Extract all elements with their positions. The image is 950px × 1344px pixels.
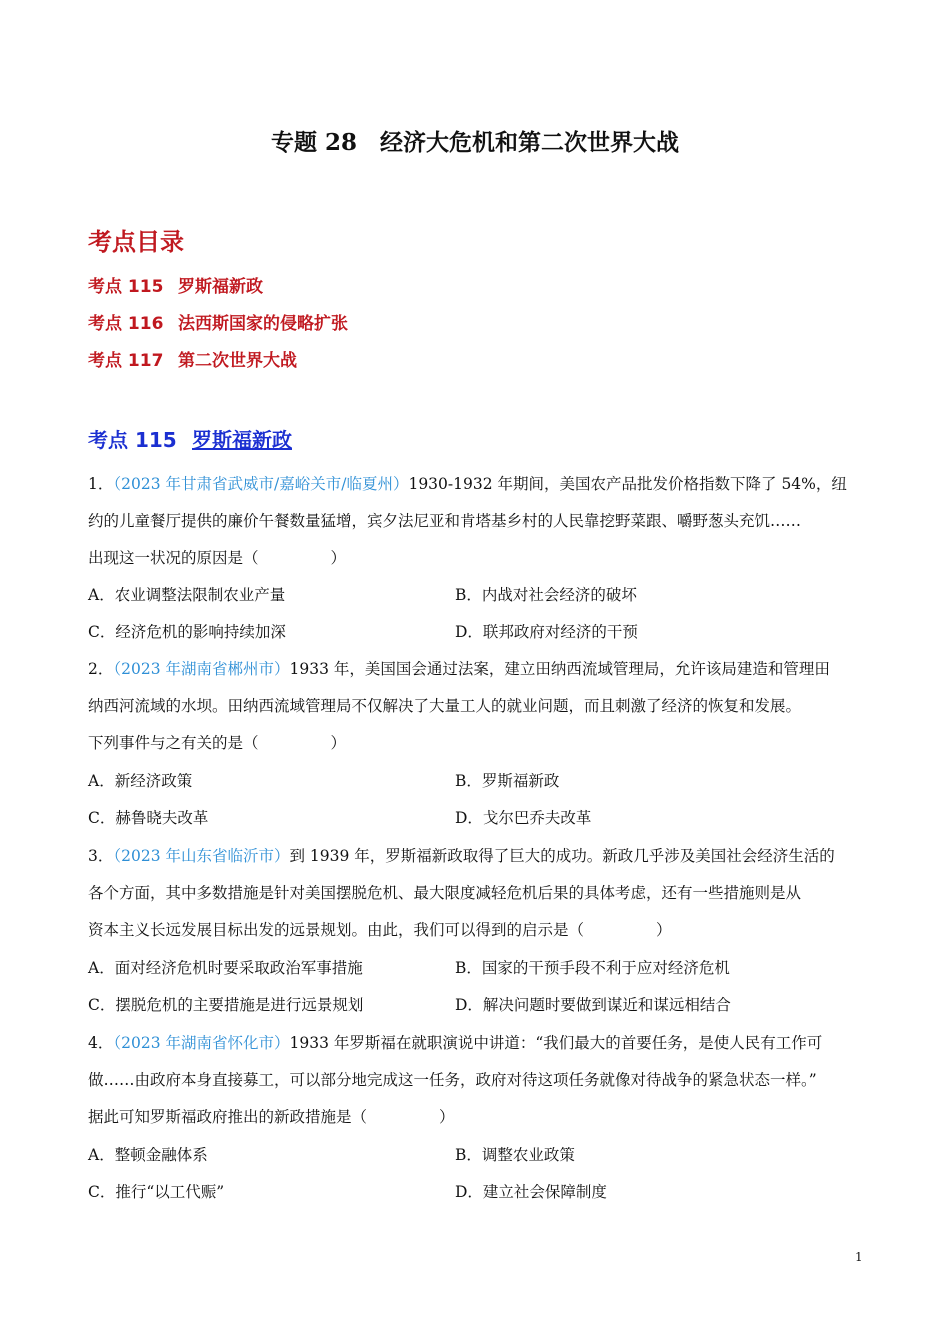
question-text: 1933 年罗斯福在就职演说中讲道：“我们最大的首要任务，是使人民有工作可 <box>289 1034 823 1052</box>
question-source: （2023 年甘肃省武威市/嘉峪关市/临夏州） <box>113 475 409 493</box>
option-c[interactable]: C．经济危机的影响持续加深 <box>88 623 286 641</box>
question-text: 出现这一状况的原因是（ <box>88 549 259 567</box>
option-a[interactable]: A．面对经济危机时要采取政治军事措施 <box>88 959 363 977</box>
option-d[interactable]: D．戈尔巴乔夫改革 <box>455 809 592 827</box>
option-b[interactable]: B．内战对社会经济的破坏 <box>455 586 637 604</box>
question-4-line-1 <box>88 1031 822 1053</box>
option-d[interactable]: D．解决问题时要做到谋近和谋远相结合 <box>455 996 731 1014</box>
option-a[interactable]: A．农业调整法限制农业产量 <box>88 586 286 604</box>
question-4-line-2: 做……由政府本身直接募工，可以部分地完成这一任务，政府对待这项任务就像对待战争的紧急状态一样。” <box>88 1071 817 1089</box>
option-a[interactable]: A．整顿金融体系 <box>88 1146 208 1164</box>
toc-item-label: 罗斯福新政 <box>178 277 263 297</box>
question-number: 2． <box>88 660 114 678</box>
option-b[interactable]: B．国家的干预手段不利于应对经济危机 <box>455 959 730 977</box>
question-4-line-3 <box>88 1105 455 1127</box>
option-d[interactable]: D．联邦政府对经济的干预 <box>455 623 638 641</box>
question-text: 据此可知罗斯福政府推出的新政措施是（ <box>88 1108 368 1126</box>
option-c[interactable]: C．赫鲁晓夫改革 <box>88 809 209 827</box>
option-c[interactable]: C．推行“以工代赈” <box>88 1183 225 1201</box>
question-number: 1． <box>88 475 114 493</box>
question-1-line-3 <box>88 546 346 568</box>
question-text: 到 1939 年，罗斯福新政取得了巨大的成功。新政几乎涉及美国社会经济生活的 <box>289 847 835 865</box>
toc-item-117[interactable] <box>88 346 297 371</box>
question-text: 资本主义长远发展目标出发的远景规划。由此，我们可以得到的启示是（ <box>88 921 585 939</box>
question-source: （2023 年湖南省郴州市） <box>113 660 290 678</box>
option-b[interactable]: B．罗斯福新政 <box>455 772 560 790</box>
page-number: 1 <box>855 1250 863 1264</box>
question-1-line-2: 约的儿童餐厅提供的廉价午餐数量猛增，宾夕法尼亚和肯塔基乡村的人民靠挖野菜跟、嚼野葱头充饥…… <box>88 512 802 530</box>
question-2-line-3 <box>88 731 346 753</box>
section-heading <box>88 424 292 453</box>
toc-title: 考点目录 <box>88 228 184 256</box>
option-d[interactable]: D．建立社会保障制度 <box>455 1183 607 1201</box>
question-number: 3． <box>88 847 114 865</box>
close-paren: ） <box>656 921 672 939</box>
toc-item-116[interactable] <box>88 309 348 334</box>
toc-item-label: 法西斯国家的侵略扩张 <box>178 314 348 334</box>
close-paren: ） <box>330 549 347 567</box>
question-text: 下列事件与之有关的是（ <box>88 734 259 752</box>
question-1-line-1 <box>88 472 847 494</box>
question-source: （2023 年山东省临沂市） <box>113 847 290 865</box>
toc-item-code: 考点 115 <box>88 277 164 297</box>
page-title: 专题 28 经济大危机和第二次世界大战 <box>270 129 679 156</box>
option-b[interactable]: B．调整农业政策 <box>455 1146 575 1164</box>
toc-item-115[interactable] <box>88 272 263 297</box>
section-code: 考点 115 <box>88 428 177 452</box>
toc-item-code: 考点 116 <box>88 314 164 334</box>
close-paren: ） <box>439 1108 455 1126</box>
question-2-line-2: 纳西河流域的水坝。田纳西流域管理局不仅解决了大量工人的就业问题，而且刺激了经济的恢复和发展。 <box>88 697 802 715</box>
question-2-line-1 <box>88 657 830 679</box>
question-source: （2023 年湖南省怀化市） <box>113 1034 290 1052</box>
question-text: 1930-1932 年期间，美国农产品批发价格指数下降了 54%，纽 <box>408 475 847 493</box>
question-number: 4． <box>88 1034 114 1052</box>
question-3-line-1 <box>88 844 835 866</box>
question-3-line-2: 各个方面，其中多数措施是针对美国摆脱危机、最大限度减轻危机后果的具体考虑，还有一些措施则是从 <box>88 884 802 902</box>
close-paren: ） <box>330 734 347 752</box>
toc-item-code: 考点 117 <box>88 351 164 371</box>
option-c[interactable]: C．摆脱危机的主要措施是进行远景规划 <box>88 996 364 1014</box>
question-3-line-3 <box>88 918 672 940</box>
section-label: 罗斯福新政 <box>192 428 292 452</box>
question-text: 1933 年，美国国会通过法案，建立田纳西流域管理局，允许该局建造和管理田 <box>289 660 830 678</box>
toc-item-label: 第二次世界大战 <box>178 351 297 371</box>
option-a[interactable]: A．新经济政策 <box>88 772 193 790</box>
